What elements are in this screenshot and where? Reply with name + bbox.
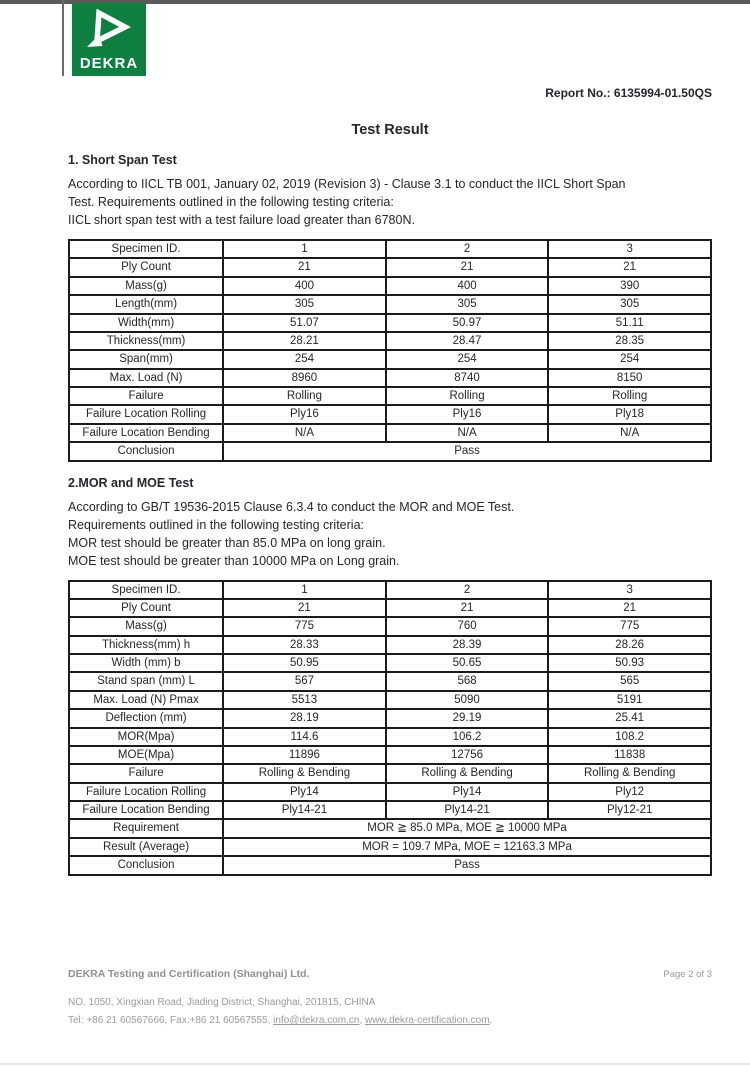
value-cell: 21 [386, 599, 549, 617]
table-row [69, 599, 711, 617]
section2-intro-line: MOE test should be greater than 10000 MPa on Long grain. [68, 553, 400, 568]
footer-address: NO. 1050, Xingxian Road, Jiading District, Shanghai, 201815, CHINA [68, 997, 376, 1008]
table-row [69, 424, 711, 442]
value-cell: Ply14-21 [386, 801, 549, 819]
value-cell: 114.6 [223, 728, 386, 746]
value-cell: 28.39 [386, 636, 549, 654]
table-row [69, 838, 711, 856]
value-cell: Rolling [223, 387, 386, 405]
value-cell: 567 [223, 672, 386, 690]
value-cell: Ply14 [223, 783, 386, 801]
footer-website-link[interactable]: www.dekra-certification.com [365, 1015, 490, 1026]
value-cell: 28.21 [223, 332, 386, 350]
table-row [69, 240, 711, 258]
value-cell: 50.95 [223, 654, 386, 672]
value-cell: 305 [223, 295, 386, 313]
value-cell: Ply12 [548, 783, 711, 801]
section1-intro-line: IICL short span test with a test failure load greater than 6780N. [68, 213, 415, 227]
section2-heading: 2.MOR and MOE Test [68, 475, 194, 490]
value-cell: 51.07 [223, 314, 386, 332]
value-cell: 3 [548, 581, 711, 599]
value-cell: 11838 [548, 746, 711, 764]
section1-heading: 1. Short Span Test [68, 153, 177, 167]
section1-intro-line: According to IICL TB 001, January 02, 2019 (Revision 3) - Clause 3.1 to conduct the IICL Short Span [68, 177, 626, 191]
value-cell: 568 [386, 672, 549, 690]
value-cell: 8960 [223, 369, 386, 387]
value-cell: N/A [386, 424, 549, 442]
bottom-border-rule [0, 1063, 750, 1065]
table-row [69, 581, 711, 599]
footer-email-link[interactable]: info@dekra.com.cn [273, 1015, 360, 1026]
value-cell: 28.47 [386, 332, 549, 350]
value-cell: 1 [223, 581, 386, 599]
value-cell: Rolling & Bending [386, 764, 549, 782]
row-label-cell: Failure Location Rolling [69, 783, 223, 801]
value-cell: 25.41 [548, 709, 711, 727]
row-label-cell: Requirement [69, 819, 223, 837]
row-label-cell: Result (Average) [69, 838, 223, 856]
row-label-cell: MOE(Mpa) [69, 746, 223, 764]
value-cell: 390 [548, 277, 711, 295]
table-row [69, 350, 711, 368]
value-cell: Ply14 [386, 783, 549, 801]
table-row [69, 277, 711, 295]
value-cell: 760 [386, 617, 549, 635]
row-label-cell: Length(mm) [69, 295, 223, 313]
table-row [69, 295, 711, 313]
table-row [69, 442, 711, 460]
dekra-wordmark: DEKRA [79, 55, 139, 72]
footer-company-name: DEKRA Testing and Certification (Shanghai) Ltd. [68, 968, 310, 980]
table-row [69, 258, 711, 276]
value-cell: 3 [548, 240, 711, 258]
footer-trailing-comma: , [489, 1015, 493, 1026]
row-label-cell: Stand span (mm) L [69, 672, 223, 690]
section2-intro-line: Requirements outlined in the following testing criteria: [68, 517, 364, 532]
value-cell: Ply14-21 [223, 801, 386, 819]
value-cell: 5513 [223, 691, 386, 709]
value-cell: Ply18 [548, 405, 711, 423]
table-row [69, 654, 711, 672]
value-cell: Ply16 [223, 405, 386, 423]
row-label-cell: Specimen ID. [69, 581, 223, 599]
row-label-cell: MOR(Mpa) [69, 728, 223, 746]
row-span-value-cell: Pass [223, 442, 711, 460]
value-cell: 12756 [386, 746, 549, 764]
row-label-cell: Specimen ID. [69, 240, 223, 258]
table-row [69, 387, 711, 405]
short-span-test-table [68, 239, 712, 462]
row-label-cell: Thickness(mm) [69, 332, 223, 350]
table-row [69, 709, 711, 727]
value-cell: 8740 [386, 369, 549, 387]
value-cell: Ply12-21 [548, 801, 711, 819]
value-cell: 28.19 [223, 709, 386, 727]
value-cell: 21 [223, 258, 386, 276]
value-cell: N/A [223, 424, 386, 442]
row-span-value-cell: MOR = 109.7 MPa, MOE = 12163.3 MPa [223, 838, 711, 856]
row-label-cell: Width (mm) b [69, 654, 223, 672]
value-cell: 29.19 [386, 709, 549, 727]
footer-tel-fax: Tel: +86 21 60567666, Fax:+86 21 60567555, [68, 1015, 274, 1026]
value-cell: 254 [548, 350, 711, 368]
table-row [69, 728, 711, 746]
value-cell: 108.2 [548, 728, 711, 746]
table-row [69, 691, 711, 709]
row-label-cell: Ply Count [69, 258, 223, 276]
page-title: Test Result [351, 122, 429, 138]
row-label-cell: Max. Load (N) Pmax [69, 691, 223, 709]
mor-moe-test-table [68, 580, 712, 876]
table-row [69, 856, 711, 874]
value-cell: 51.11 [548, 314, 711, 332]
table-row [69, 314, 711, 332]
table-row [69, 819, 711, 837]
value-cell: 254 [223, 350, 386, 368]
row-label-cell: Failure [69, 764, 223, 782]
value-cell: 28.26 [548, 636, 711, 654]
value-cell: 50.97 [386, 314, 549, 332]
value-cell: N/A [548, 424, 711, 442]
row-label-cell: Mass(g) [69, 277, 223, 295]
table-row [69, 369, 711, 387]
value-cell: 21 [386, 258, 549, 276]
value-cell: 28.35 [548, 332, 711, 350]
row-label-cell: Failure Location Rolling [69, 405, 223, 423]
row-label-cell: Ply Count [69, 599, 223, 617]
value-cell: 28.33 [223, 636, 386, 654]
row-label-cell: Max. Load (N) [69, 369, 223, 387]
table-row [69, 332, 711, 350]
footer-separator: , [359, 1015, 366, 1026]
row-label-cell: Conclusion [69, 442, 223, 460]
value-cell: 11896 [223, 746, 386, 764]
section2-intro [68, 498, 712, 570]
value-cell: Rolling [548, 387, 711, 405]
row-label-cell: Conclusion [69, 856, 223, 874]
value-cell: 775 [223, 617, 386, 635]
value-cell: Rolling & Bending [548, 764, 711, 782]
row-label-cell: Span(mm) [69, 350, 223, 368]
row-span-value-cell: Pass [223, 856, 711, 874]
table-row [69, 672, 711, 690]
table-row [69, 783, 711, 801]
row-label-cell: Deflection (mm) [69, 709, 223, 727]
value-cell: 400 [386, 277, 549, 295]
table-row [69, 636, 711, 654]
value-cell: 254 [386, 350, 549, 368]
value-cell: 8150 [548, 369, 711, 387]
table-row [69, 405, 711, 423]
value-cell: 305 [548, 295, 711, 313]
section1-intro-line: Test. Requirements outlined in the following testing criteria: [68, 195, 394, 209]
value-cell: 775 [548, 617, 711, 635]
table-row [69, 746, 711, 764]
row-label-cell: Mass(g) [69, 617, 223, 635]
row-label-cell: Failure Location Bending [69, 424, 223, 442]
page-footer [68, 968, 712, 1026]
value-cell: Rolling & Bending [223, 764, 386, 782]
row-label-cell: Failure [69, 387, 223, 405]
value-cell: 2 [386, 240, 549, 258]
value-cell: 106.2 [386, 728, 549, 746]
value-cell: 565 [548, 672, 711, 690]
section2-intro-line: According to GB/T 19536-2015 Clause 6.3.4 to conduct the MOR and MOE Test. [68, 499, 515, 514]
table-row [69, 764, 711, 782]
row-label-cell: Width(mm) [69, 314, 223, 332]
value-cell: Ply16 [386, 405, 549, 423]
table-row [69, 617, 711, 635]
value-cell: Rolling [386, 387, 549, 405]
value-cell: 1 [223, 240, 386, 258]
table-row [69, 801, 711, 819]
section1-intro [68, 175, 712, 229]
value-cell: 5191 [548, 691, 711, 709]
value-cell: 21 [548, 599, 711, 617]
value-cell: 21 [548, 258, 711, 276]
value-cell: 305 [386, 295, 549, 313]
value-cell: 5090 [386, 691, 549, 709]
value-cell: 50.93 [548, 654, 711, 672]
value-cell: 50.65 [386, 654, 549, 672]
row-label-cell: Failure Location Bending [69, 801, 223, 819]
page-number: Page 2 of 3 [663, 969, 712, 980]
value-cell: 400 [223, 277, 386, 295]
report-number: Report No.: 6135994-01.50QS [545, 86, 712, 100]
value-cell: 2 [386, 581, 549, 599]
row-span-value-cell: MOR ≧ 85.0 MPa, MOE ≧ 10000 MPa [223, 819, 711, 837]
section2-intro-line: MOR test should be greater than 85.0 MPa on long grain. [68, 535, 386, 550]
footer-contact-line [68, 1015, 712, 1026]
row-label-cell: Thickness(mm) h [69, 636, 223, 654]
value-cell: 21 [223, 599, 386, 617]
